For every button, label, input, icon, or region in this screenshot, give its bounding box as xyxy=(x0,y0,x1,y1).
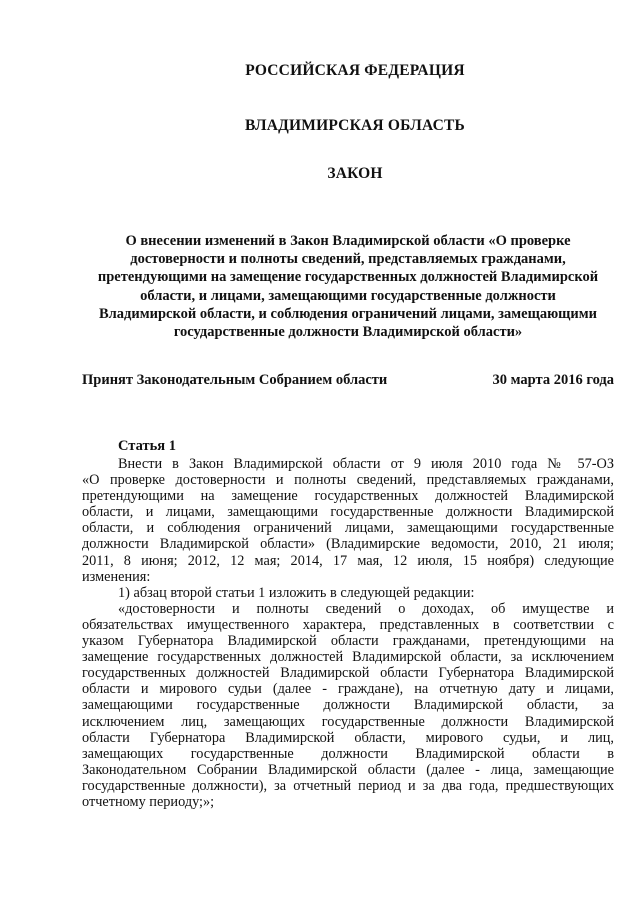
law-title-line: области, и лицами, замещающими государственные должности xyxy=(140,287,556,304)
law-title-line: Владимирской области, и соблюдения ограничений лицами, замещающими xyxy=(99,305,597,322)
law-title-line: государственные должности Владимирской области» xyxy=(173,324,523,341)
paragraph-line: должности Владимирской области» (Владимирские ведомости, 2010, 21 июля; xyxy=(82,536,614,553)
paragraph-line: изменения: xyxy=(82,568,151,585)
article-body xyxy=(82,456,614,810)
law-title xyxy=(82,232,614,341)
law-title-line: достоверности и полноты сведений, представляемых гражданами, xyxy=(130,251,566,268)
paragraph-line: «достоверности и полноты сведений о доходах, об имуществе и xyxy=(118,600,614,617)
paragraph-line: области, и лицами, замещающими государственные должности Владимирской xyxy=(82,504,614,521)
paragraph-line: замещающими государственные должности Владимирской области, за xyxy=(82,697,614,714)
paragraph-line: области, и соблюдения ограничений лицами, замещающими государственные xyxy=(82,520,614,537)
paragraph-line: государственных должностей Владимирской области Губернатора Владимирской xyxy=(82,665,614,682)
paragraph-line: 1) абзац второй статьи 1 изложить в следующей редакции: xyxy=(118,584,475,601)
paragraph-line: области и мирового судьи (далее - граждане), на отчетную дату и лицами, xyxy=(82,681,614,698)
paragraph-line: Внести в Закон Владимирской области от 9 июля 2010 года № 57-ОЗ xyxy=(118,456,614,472)
paragraph-line: исключением лиц, замещающих государственные должности Владимирской xyxy=(82,713,614,730)
paragraph-line: Законодательном Собрании Владимирской области (далее - лица, замещающие xyxy=(82,761,614,778)
adopted-by: Принят Законодательным Собранием области xyxy=(82,372,388,388)
paragraph-line: отчетному периоду;»; xyxy=(82,793,215,810)
doc-type-heading: ЗАКОН xyxy=(327,165,383,182)
paragraph-line: 2011, 8 июня; 2012, 12 мая; 2014, 17 мая, 12 июля, 15 ноября) следующие xyxy=(82,552,614,569)
paragraph-line: обязательствах имущественного характера, представленных в соответствии с xyxy=(82,616,614,633)
country-heading: РОССИЙСКАЯ ФЕДЕРАЦИЯ xyxy=(245,62,465,79)
adoption-date: 30 марта 2016 года xyxy=(492,372,614,388)
paragraph-line: указом Губернатора Владимирской области гражданами, претендующими на xyxy=(82,633,614,650)
law-title-line: О внесении изменений в Закон Владимирской области «О проверке xyxy=(125,233,571,249)
paragraph-line: замещающих государственные должности Владимирской области в xyxy=(82,745,614,762)
paragraph-line: области Губернатора Владимирской области, мирового судьи, и лиц, xyxy=(82,729,614,746)
region-heading: ВЛАДИМИРСКАЯ ОБЛАСТЬ xyxy=(245,117,465,134)
law-title-line: претендующими на замещение государственных должностей Владимирской xyxy=(97,269,599,286)
paragraph-line: «О проверке достоверности и полноты сведений, представляемых гражданами, xyxy=(82,472,614,489)
paragraph-line: государственные должности), за отчетный период и за два года, предшествующих xyxy=(82,777,614,794)
article-heading: Статья 1 xyxy=(118,438,176,454)
paragraph-line: претендующими на замещение государственных должностей Владимирской xyxy=(82,488,614,505)
paragraph-line: замещение государственных должностей Владимирской области, за исключением xyxy=(82,649,614,666)
